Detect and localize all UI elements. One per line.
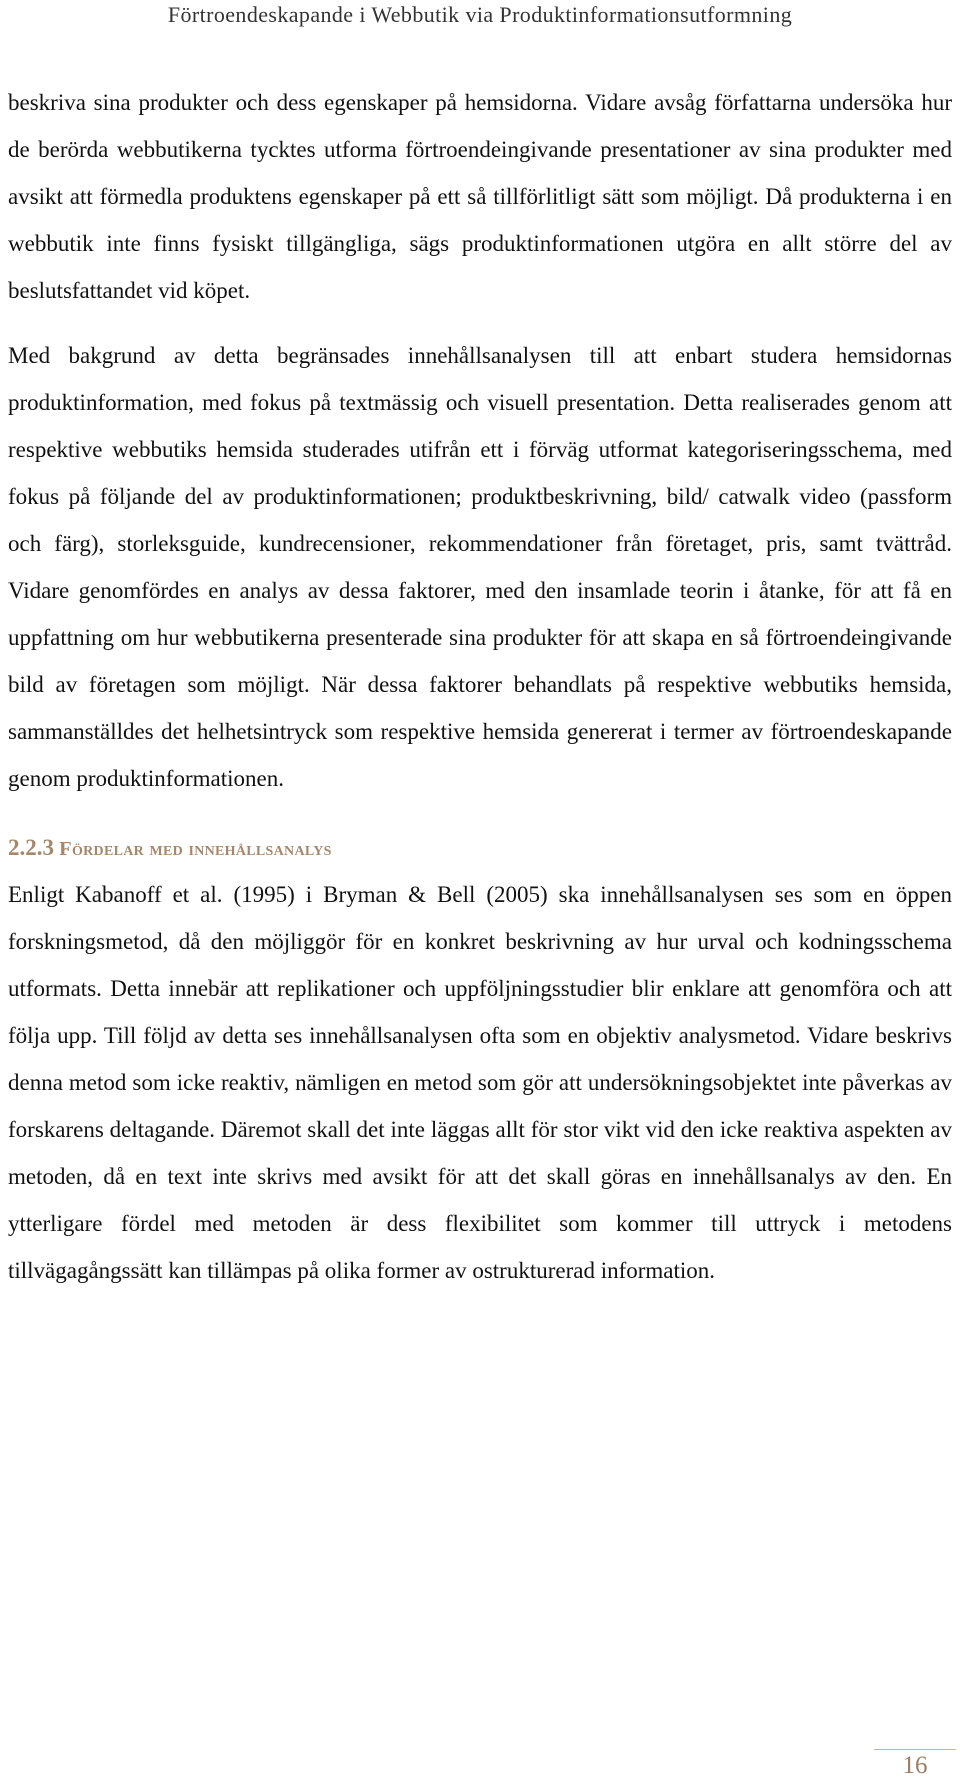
page-body — [8, 79, 952, 1294]
section-heading — [8, 826, 952, 871]
body-paragraph-1: beskriva sina produkter och dess egenskaper på hemsidorna. Vidare avsåg författarna undersöka hur de berörda webbutikerna tycktes utforma förtroendeingivande presentationer av sina produkter med avsikt att förmedla produktens egenskaper på ett så tillförlitligt sätt som möjligt. Då produkterna i en webbutik inte finns fysiskt tillgängliga, sägs produktinformationen utgöra en allt större del av beslutsfattandet vid köpet. — [8, 90, 952, 303]
page-number: 16 — [902, 1752, 928, 1779]
footer-divider — [874, 1749, 956, 1750]
section-title: Fördelar med innehållsanalys — [59, 838, 332, 860]
section-number: 2.2.3 — [8, 835, 54, 860]
body-paragraph-2: Med bakgrund av detta begränsades innehållsanalysen till att enbart studera hemsidornas produktinformation, med fokus på textmässig och visuell presentation. Detta realiserades genom att respektive webbutiks hemsida studerades utifrån ett i förväg utformat kategoriseringsschema, med fokus på följande del av produktinformationen; produktbeskrivning, bild/ catwalk video (passform och färg), storleksguide, kundrecensioner, rekommendationer från företaget, pris, samt tvättråd. Vidare genomfördes en analys av dessa faktorer, med den insamlade teorin i åtanke, för att få en uppfattning om hur webbutikerna presenterade sina produkter för att skapa en så förtroendeingivande bild av företagen som möjligt. När dessa faktorer behandlats på respektive webbutiks hemsida, sammanställdes det helhetsintryck som respektive hemsida genererat i termer av förtroendeskapande genom produktinformationen. — [8, 343, 952, 791]
running-header: Förtroendeskapande i Webbutik via Produktinformationsutformning — [167, 2, 793, 27]
section-paragraph: Enligt Kabanoff et al. (1995) i Bryman & Bell (2005) ska innehållsanalysen ses som en öppen forskningsmetod, då den möjliggör för en konkret beskrivning av hur urval och kodningsschema utformats. Detta innebär att replikationer och uppföljningsstudier blir enklare att genomföra och att följa upp. Till följd av detta ses innehållsanalysen ofta som en objektiv analysmetod. Vidare beskrivs denna metod som icke reaktiv, nämligen en metod som gör att undersökningsobjektet inte påverkas av forskarens deltagande. Däremot skall det inte läggas allt för stor vikt vid den icke reaktiva aspekten av metoden, då en text inte skrivs med avsikt för att det skall göras en innehållsanalys av den. En ytterligare fördel med metoden är dess flexibilitet som kommer till uttryck i metodens tillvägagångssätt kan tillämpas på olika former av ostrukturerad information. — [8, 882, 952, 1283]
